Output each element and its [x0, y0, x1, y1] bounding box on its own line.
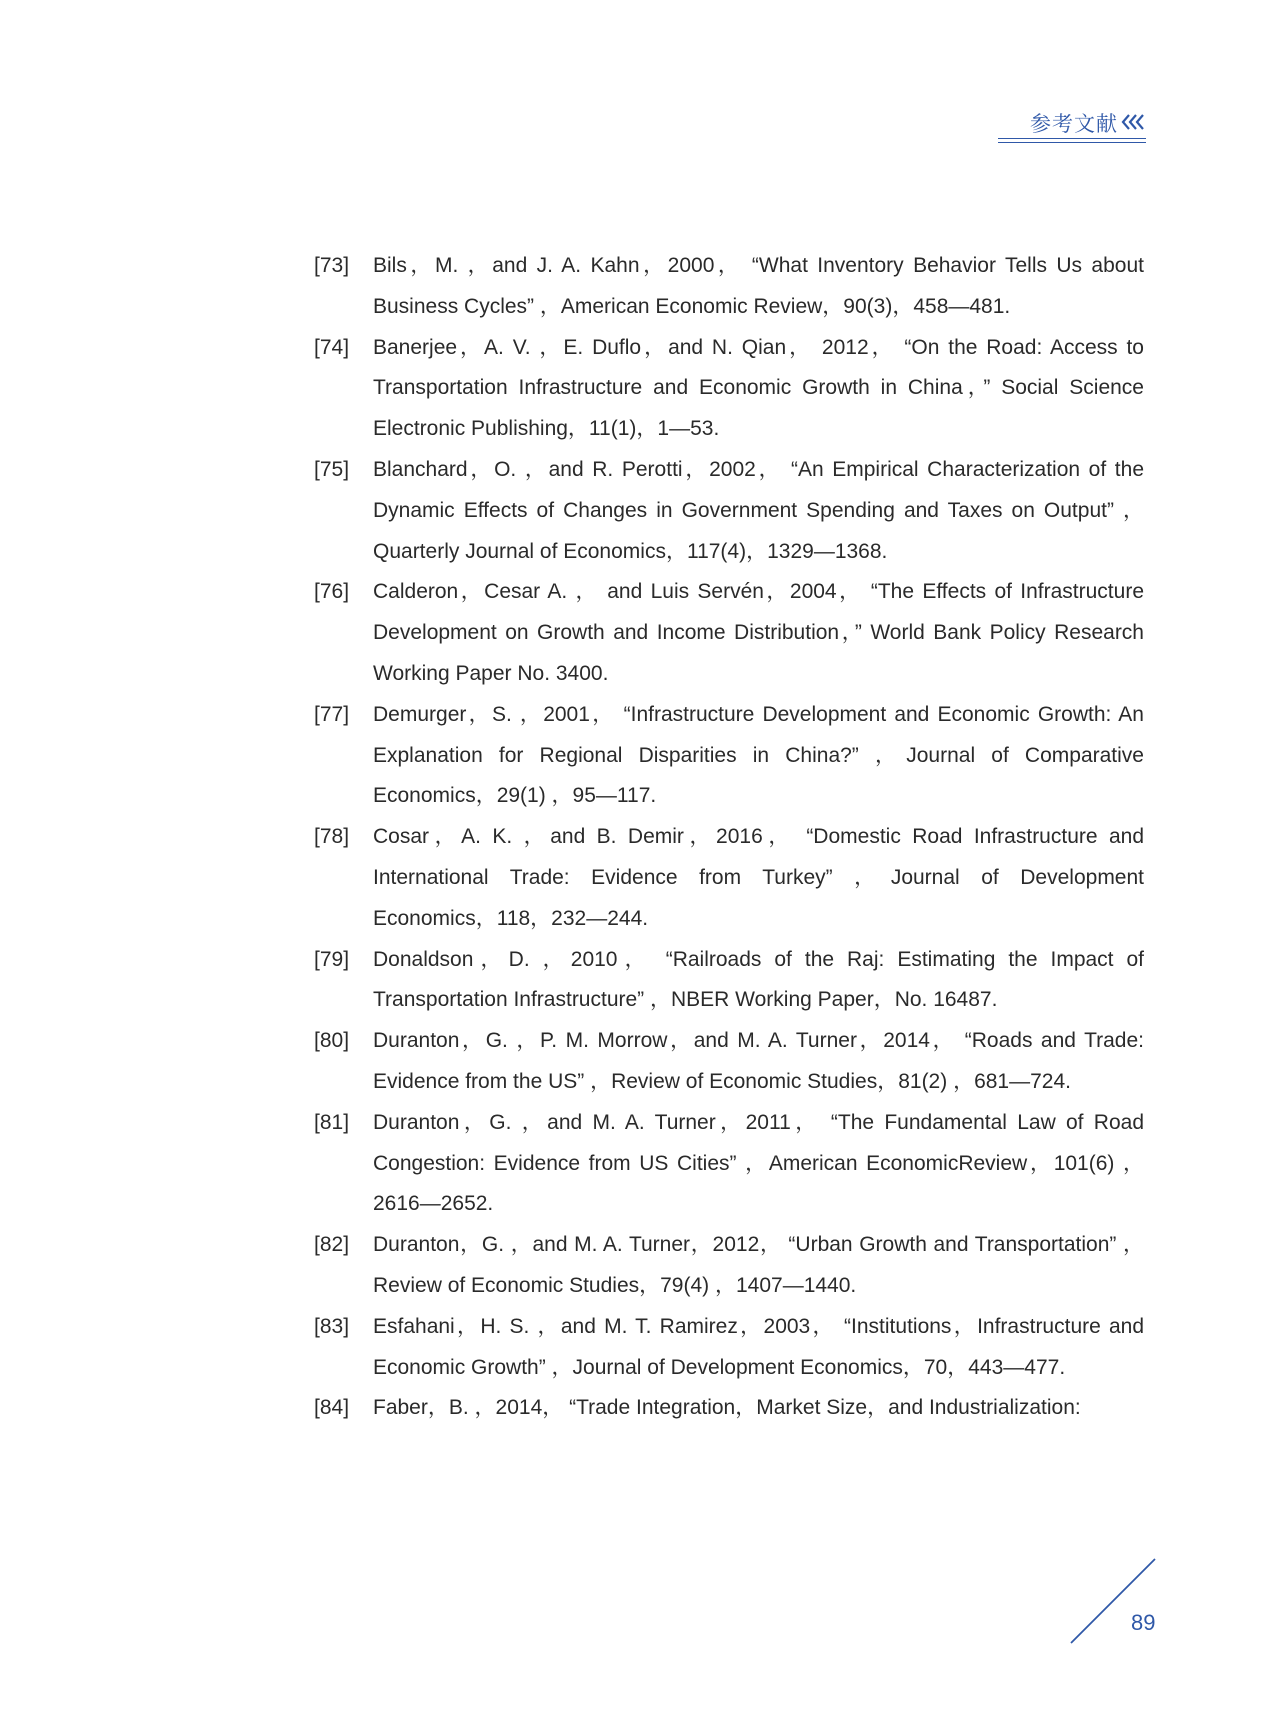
- reference-number: [83]: [314, 1314, 350, 1338]
- reference-item: [314, 1103, 1144, 1225]
- reference-number: [74]: [314, 335, 350, 359]
- reference-number: [81]: [314, 1110, 350, 1134]
- reference-text: Banerjee，A. V. ，E. Duflo，and N. Qian， 2012， “On the Road: Access to Transportation Infrastructure and Economic Growth in China，” Social Science Electronic Publishing，11(1)，1—53.: [373, 335, 1144, 441]
- double-chevron-left-icon: [1120, 112, 1146, 132]
- reference-number: [84]: [314, 1396, 350, 1420]
- reference-number: [75]: [314, 457, 350, 481]
- reference-text: Faber，B. ，2014， “Trade Integration，Market Size，and Industrialization:: [373, 1396, 1081, 1420]
- reference-text: Duranton，G. ，and M. A. Turner，2012， “Urban Growth and Transportation” ，Review of Economic Studies，79(4) ，1407—1440.: [373, 1233, 1144, 1297]
- reference-item: [314, 246, 1144, 328]
- header-rule-bottom: [998, 142, 1146, 143]
- reference-item: [314, 1021, 1144, 1103]
- header-rule-top: [998, 138, 1146, 139]
- reference-item: [314, 572, 1144, 694]
- reference-text: Esfahani，H. S. ，and M. T. Ramirez，2003， “Institutions，Infrastructure and Economic Growth” ，Journal of Development Economics，70，443—477.: [373, 1314, 1144, 1379]
- reference-item: [314, 1225, 1144, 1307]
- reference-item: [314, 1307, 1144, 1389]
- reference-text: Cosar，A. K. ，and B. Demir，2016， “Domestic Road Infrastructure and International Trade: Evidence from Turkey” ，Journal of Development Economics，118，232—244.: [373, 825, 1144, 930]
- reference-item: [314, 1388, 1144, 1429]
- reference-number: [80]: [314, 1029, 350, 1053]
- reference-number: [82]: [314, 1233, 350, 1257]
- running-header: [996, 104, 1146, 144]
- reference-number: [79]: [314, 947, 350, 971]
- reference-number: [77]: [314, 702, 350, 726]
- reference-text: Duranton，G. ，and M. A. Turner，2011， “The Fundamental Law of Road Congestion: Evidence from US Cities” ，American EconomicReview，101(6) ，2616—2652.: [373, 1110, 1144, 1216]
- reference-number: [73]: [314, 254, 350, 277]
- reference-number: [78]: [314, 825, 350, 849]
- reference-item: [314, 817, 1144, 939]
- reference-text: Blanchard，O. ，and R. Perotti，2002， “An Empirical Characterization of the Dynamic Effects of Changes in Government Spending and Taxes on Output” ，Quarterly Journal of Economics，117(4)，1329—1368.: [373, 457, 1144, 563]
- reference-item: [314, 695, 1144, 817]
- reference-text: Bils，M. ，and J. A. Kahn，2000， “What Inventory Behavior Tells Us about Business Cycles” ，American Economic Review，90(3)，458—481.: [373, 254, 1144, 318]
- reference-list: [314, 246, 1144, 1429]
- reference-item: [314, 328, 1144, 450]
- reference-text: Calderon，Cesar A. ， and Luis Servén，2004， “The Effects of Infrastructure Development on Growth and Income Distribution，” World Bank Policy Research Working Paper No. 3400.: [373, 580, 1144, 685]
- reference-text: Demurger，S. ，2001， “Infrastructure Development and Economic Growth: An Explanation for Regional Disparities in China?” ，Journal of Comparative Economics，29(1) ，95—117.: [373, 702, 1144, 808]
- page-number: 89: [1131, 1610, 1156, 1635]
- reference-text: Duranton，G. ，P. M. Morrow，and M. A. Turner，2014， “Roads and Trade: Evidence from the US” ，Review of Economic Studies，81(2) ，681—724.: [373, 1029, 1144, 1093]
- reference-item: [314, 940, 1144, 1022]
- reference-text: Donaldson，D. ，2010， “Railroads of the Raj: Estimating the Impact of Transportation Infrastructure” ，NBER Working Paper，No. 16487.: [373, 947, 1144, 1012]
- reference-item: [314, 450, 1144, 572]
- reference-number: [76]: [314, 580, 350, 604]
- section-title: 参考文献: [1030, 112, 1118, 136]
